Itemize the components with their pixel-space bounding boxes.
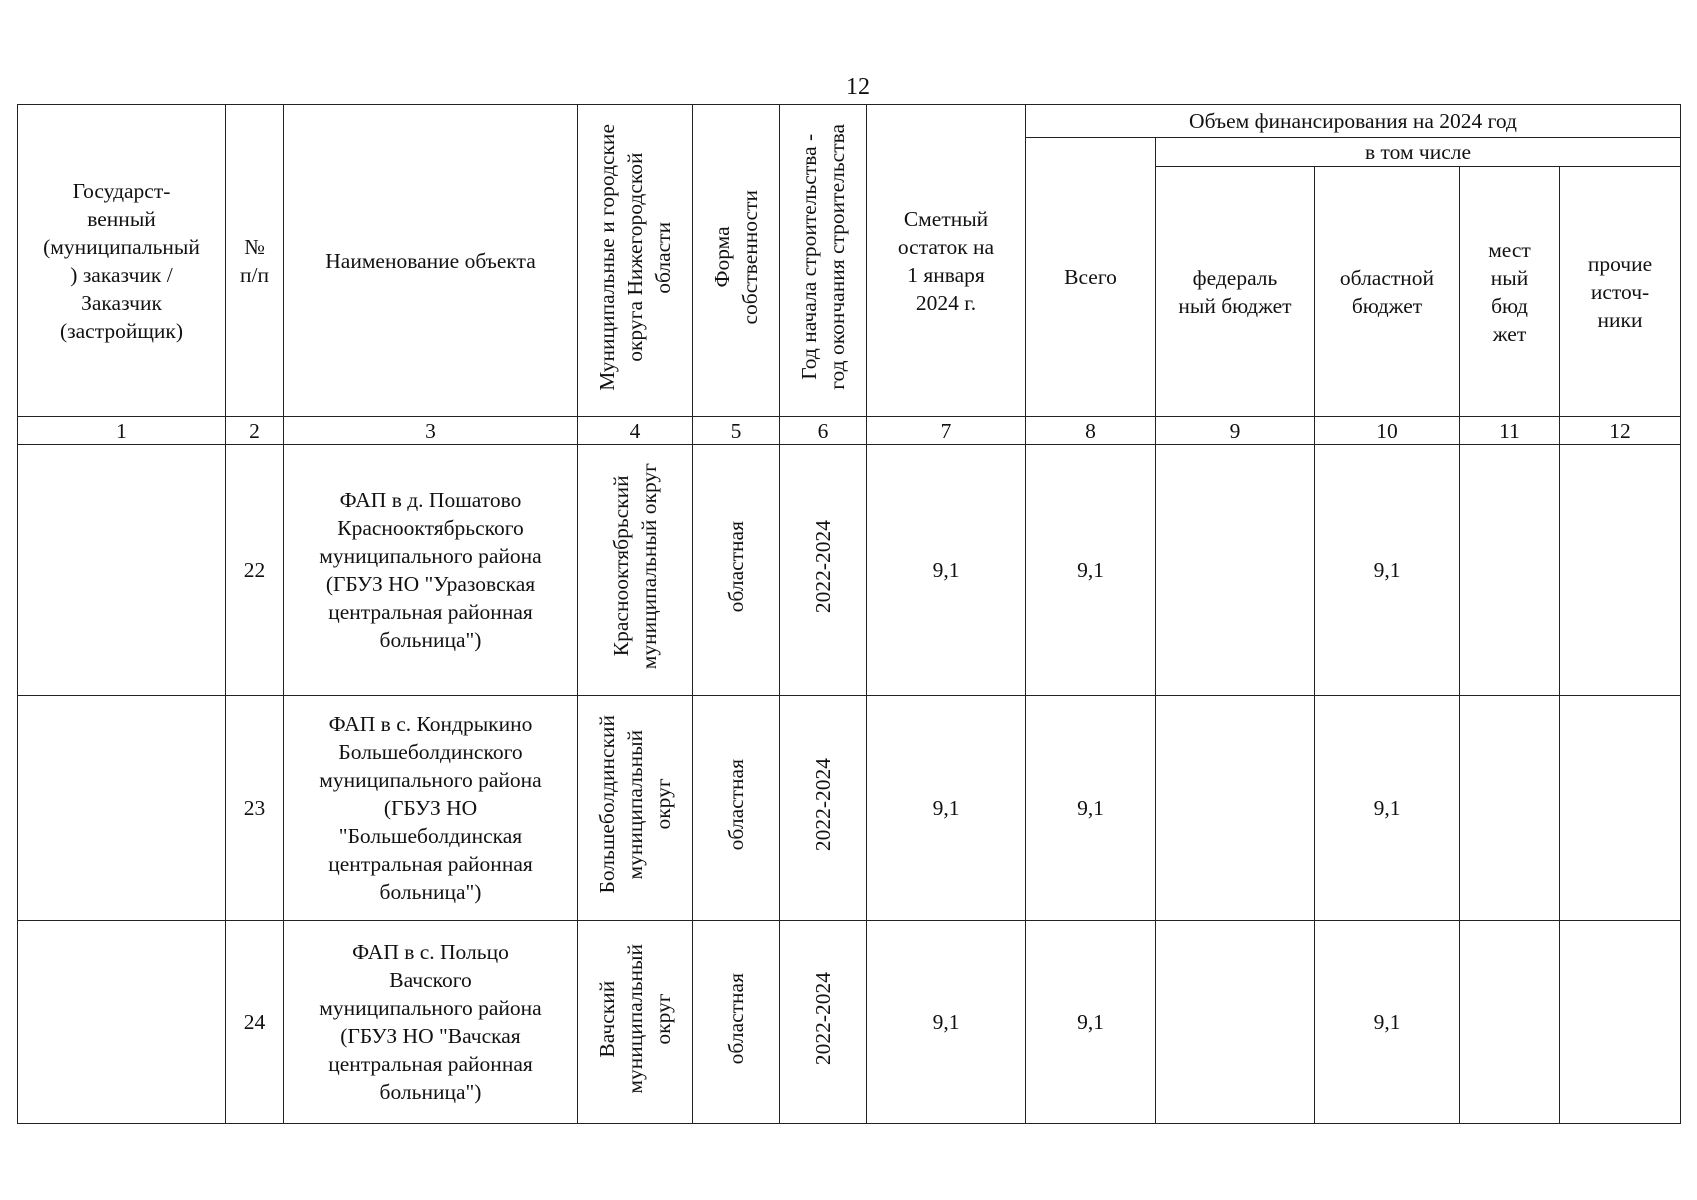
cell-years xyxy=(780,445,867,696)
cell-ownership-text: областная xyxy=(724,758,748,851)
page-number: 12 xyxy=(846,74,870,100)
cell-total: 9,1 xyxy=(1026,696,1156,921)
cell-district xyxy=(578,921,693,1124)
header-row-1 xyxy=(18,105,1681,138)
column-number: 11 xyxy=(1460,417,1560,445)
table-row xyxy=(18,445,1681,696)
cell-other xyxy=(1560,921,1681,1124)
cell-federal xyxy=(1156,445,1315,696)
header-estimate: Сметный остаток на 1 января 2024 г. xyxy=(867,105,1026,417)
cell-years-text: 2022-2024 xyxy=(811,519,835,614)
cell-estimate: 9,1 xyxy=(867,445,1026,696)
cell-other xyxy=(1560,445,1681,696)
header-regional: областной бюджет xyxy=(1315,167,1460,417)
cell-estimate: 9,1 xyxy=(867,696,1026,921)
cell-object-name: ФАП в д. Пошатово Краснооктябрьского муниципального района (ГБУЗ НО "Уразовская центральная районная больница") xyxy=(284,445,578,696)
cell-ownership xyxy=(693,696,780,921)
header-district xyxy=(578,105,693,417)
column-number: 2 xyxy=(226,417,284,445)
cell-object-name: ФАП в с. Польцо Вачского муниципального района (ГБУЗ НО "Вачская центральная районная больница") xyxy=(284,921,578,1124)
cell-federal xyxy=(1156,921,1315,1124)
header-ownership-text: Форма собственности xyxy=(710,189,762,325)
table-row xyxy=(18,921,1681,1124)
header-other: прочие источ- ники xyxy=(1560,167,1681,417)
header-including: в том числе xyxy=(1156,138,1681,167)
cell-district xyxy=(578,445,693,696)
cell-years xyxy=(780,696,867,921)
cell-customer xyxy=(18,445,226,696)
column-number: 7 xyxy=(867,417,1026,445)
header-years-text: Год начала строительства - год окончания строительства xyxy=(797,124,849,390)
cell-ownership xyxy=(693,445,780,696)
cell-district-text: Большеболдинский муниципальный округ xyxy=(595,715,675,894)
cell-district xyxy=(578,696,693,921)
cell-total: 9,1 xyxy=(1026,921,1156,1124)
cell-total: 9,1 xyxy=(1026,445,1156,696)
cell-years xyxy=(780,921,867,1124)
cell-regional: 9,1 xyxy=(1315,445,1460,696)
cell-local xyxy=(1460,445,1560,696)
cell-number: 24 xyxy=(226,921,284,1124)
header-years xyxy=(780,105,867,417)
column-number: 1 xyxy=(18,417,226,445)
cell-number: 23 xyxy=(226,696,284,921)
cell-local xyxy=(1460,921,1560,1124)
table-row xyxy=(18,696,1681,921)
cell-district-text: Вачский муниципальный округ xyxy=(595,943,675,1094)
column-number: 6 xyxy=(780,417,867,445)
column-number: 8 xyxy=(1026,417,1156,445)
column-number: 3 xyxy=(284,417,578,445)
header-district-text: Муниципальные и городские округа Нижегородской области xyxy=(595,123,675,391)
header-federal: федераль ный бюджет xyxy=(1156,167,1315,417)
column-number: 10 xyxy=(1315,417,1460,445)
cell-regional: 9,1 xyxy=(1315,921,1460,1124)
header-funding-group: Объем финансирования на 2024 год xyxy=(1026,105,1681,138)
cell-customer xyxy=(18,696,226,921)
column-number: 4 xyxy=(578,417,693,445)
financing-table xyxy=(17,104,1681,1124)
cell-estimate: 9,1 xyxy=(867,921,1026,1124)
column-number: 12 xyxy=(1560,417,1681,445)
cell-federal xyxy=(1156,696,1315,921)
cell-customer xyxy=(18,921,226,1124)
column-number: 9 xyxy=(1156,417,1315,445)
header-total: Всего xyxy=(1026,138,1156,417)
header-customer: Государст- венный (муниципальный ) заказчик / Заказчик (застройщик) xyxy=(18,105,226,417)
header-ownership xyxy=(693,105,780,417)
header-number: № п/п xyxy=(226,105,284,417)
column-numbers-row xyxy=(18,417,1681,445)
cell-ownership xyxy=(693,921,780,1124)
header-local: мест ный бюд жет xyxy=(1460,167,1560,417)
column-number: 5 xyxy=(693,417,780,445)
cell-ownership-text: областная xyxy=(724,972,748,1065)
header-object-name: Наименование объекта xyxy=(284,105,578,417)
cell-other xyxy=(1560,696,1681,921)
cell-object-name: ФАП в с. Кондрыкино Большеболдинского муниципального района (ГБУЗ НО "Большеболдинская центральная районная больница") xyxy=(284,696,578,921)
cell-number: 22 xyxy=(226,445,284,696)
cell-local xyxy=(1460,696,1560,921)
cell-district-text: Краснооктябрьский муниципальный округ xyxy=(609,463,661,670)
cell-years-text: 2022-2024 xyxy=(811,757,835,852)
cell-regional: 9,1 xyxy=(1315,696,1460,921)
cell-years-text: 2022-2024 xyxy=(811,971,835,1066)
cell-ownership-text: областная xyxy=(724,520,748,613)
